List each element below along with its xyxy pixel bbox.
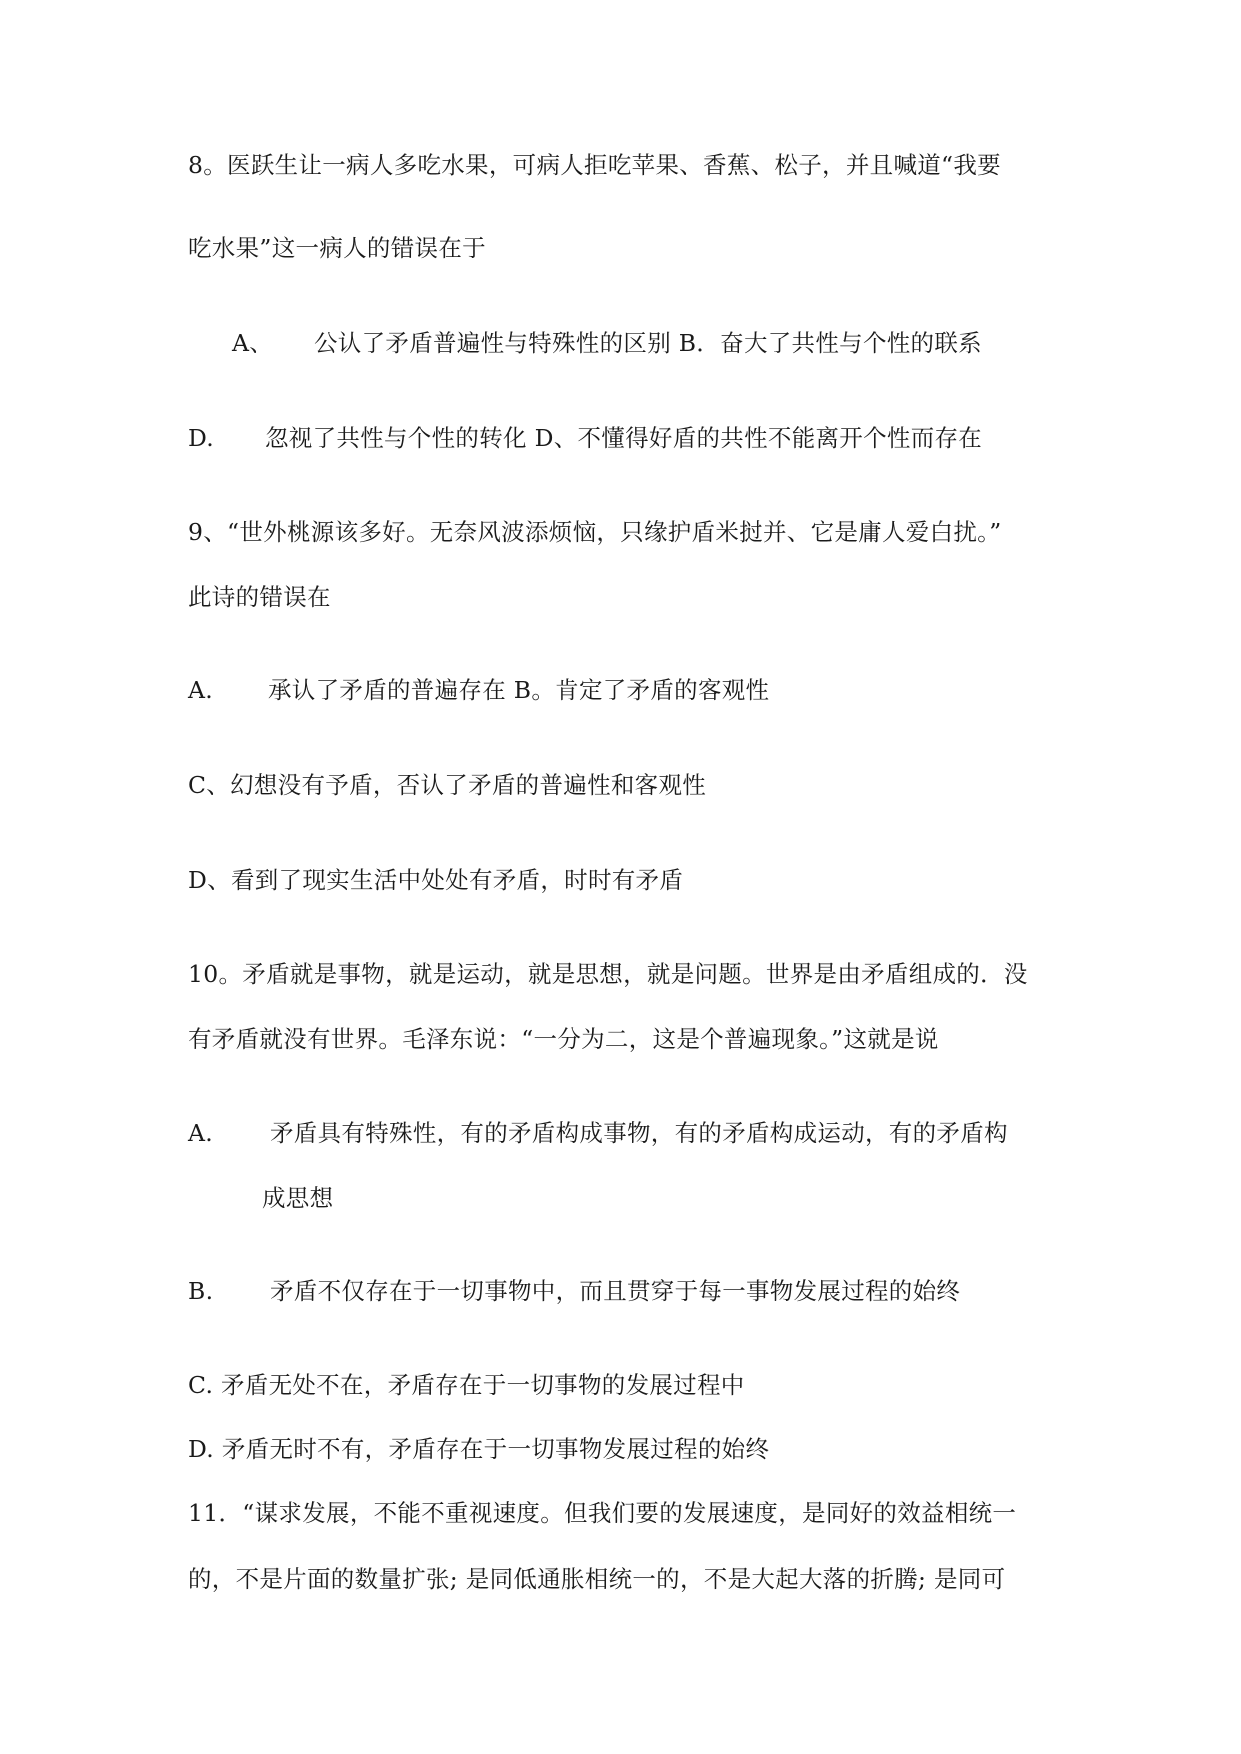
q8-option-d-text: 忽视了共性与个性的转化 D、不懂得好盾的共性不能离开个性而存在 (265, 424, 983, 452)
q9-stem-line-1: 9、“世外桃源该多好。无奈风波添烦恼，只缘护盾米挝并、它是庸人爱白扰。” (188, 518, 1002, 546)
q8-option-a-text: 公认了矛盾普遍性与特殊性的区别 B．奋大了共性与个性的联系 (314, 329, 982, 357)
q8-option-a-letter: A、 (232, 329, 274, 357)
q10-option-b-letter: B. (188, 1277, 214, 1305)
q10-option-d: D. 矛盾无时不有，矛盾存在于一切事物发展过程的始终 (188, 1435, 770, 1463)
q8-stem-line-1: 8。医跃生让一病人多吃水果，可病人拒吃苹果、香蕉、松子，并且喊道“我要 (188, 151, 1001, 179)
q10-option-c: C. 矛盾无处不在，矛盾存在于一切事物的发展过程中 (188, 1371, 745, 1399)
q8-stem-line-2: 吃水果”这一病人的错误在于 (188, 234, 486, 262)
q10-stem-line-2: 有矛盾就没有世界。毛泽东说：“一分为二，这是个普遍现象。”这就是说 (188, 1025, 939, 1053)
q9-option-a-letter: A. (188, 676, 214, 704)
q10-stem-line-1: 10。矛盾就是事物，就是运动，就是思想，就是问题。世界是由矛盾组成的．没 (188, 960, 1028, 988)
q9-option-d: D、看到了现实生活中处处有矛盾，时时有矛盾 (188, 866, 684, 894)
q10-option-a-text: 矛盾具有特殊性，有的矛盾构成事物，有的矛盾构成运动，有的矛盾构 (270, 1119, 1008, 1147)
q9-stem-line-2: 此诗的错误在 (188, 583, 331, 611)
q11-stem-line-1: 11．“谋求发展，不能不重视速度。但我们要的发展速度，是同好的效益相统一 (188, 1499, 1017, 1527)
q9-option-a-text: 承认了矛盾的普遍存在 B。肯定了矛盾的客观性 (268, 676, 770, 704)
q9-option-c: C、幻想没有予盾，否认了矛盾的普遍性和客观性 (188, 771, 707, 799)
q10-option-a-continuation: 成思想 (262, 1184, 334, 1212)
q10-option-b-text: 矛盾不仅存在于一切事物中，而且贯穿于每一事物发展过程的始终 (270, 1277, 961, 1305)
q8-option-d-letter: D. (188, 424, 215, 452)
q10-option-a-letter: A. (188, 1119, 214, 1147)
q11-stem-line-2: 的，不是片面的数量扩张; 是同低通胀相统一的，不是大起大落的折腾; 是同可 (188, 1565, 1006, 1593)
